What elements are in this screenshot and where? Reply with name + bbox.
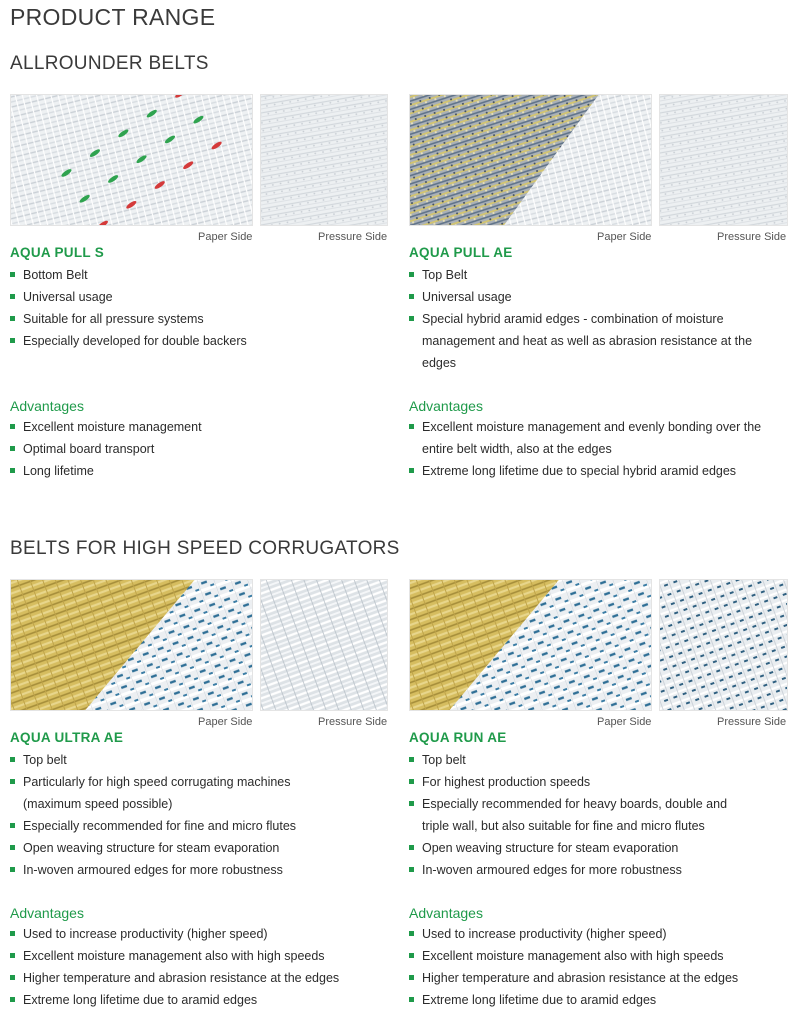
product-name: AQUA PULL S: [10, 245, 105, 260]
advantages-title: Advantages: [409, 398, 483, 414]
advantages-title: Advantages: [10, 398, 84, 414]
paper-side-swatch-aqua-pull-ae: [409, 94, 652, 226]
pressure-side-swatch-aqua-ultra-ae: [260, 579, 388, 711]
pressure-side-label: Pressure Side: [318, 716, 388, 728]
section-title-high-speed: BELTS FOR HIGH SPEED CORRUGATORS: [10, 538, 400, 559]
list-item: Especially recommended for fine and micro flutes: [10, 815, 350, 837]
list-item: Extreme long lifetime due to special hybrid aramid edges: [409, 460, 769, 482]
list-item: Especially developed for double backers: [10, 330, 390, 352]
paper-side-label: Paper Side: [198, 716, 253, 728]
list-item: Optimal board transport: [10, 438, 390, 460]
list-item: Excellent moisture management: [10, 416, 390, 438]
advantages-aqua-run-ae: [409, 905, 789, 1011]
list-item: Excellent moisture management and evenly bonding over the entire belt width, also at the edges: [409, 416, 769, 460]
advantages-aqua-ultra-ae: [10, 905, 390, 1011]
list-item: Especially recommended for heavy boards, double and triple wall, but also suitable for fine and micro flutes: [409, 793, 754, 837]
advantages-list: [10, 416, 390, 482]
product-aqua-pull-s: [10, 245, 390, 352]
pressure-side-swatch-aqua-pull-ae: [659, 94, 788, 226]
pressure-side-label: Pressure Side: [717, 716, 787, 728]
advantages-list: [409, 923, 789, 1011]
paper-side-label: Paper Side: [198, 231, 253, 243]
list-item: Excellent moisture management also with high speeds: [10, 945, 390, 967]
paper-side-swatch-aqua-ultra-ae: [10, 579, 253, 711]
list-item: Open weaving structure for steam evaporation: [10, 837, 350, 859]
paper-side-swatch-aqua-run-ae: [409, 579, 652, 711]
list-item: Suitable for all pressure systems: [10, 308, 390, 330]
list-item: Universal usage: [409, 286, 759, 308]
product-aqua-ultra-ae: [10, 730, 350, 881]
pressure-side-swatch-aqua-pull-s: [260, 94, 388, 226]
advantages-list: [409, 416, 769, 482]
list-item: Universal usage: [10, 286, 390, 308]
list-item: In-woven armoured edges for more robustness: [10, 859, 350, 881]
list-item: For highest production speeds: [409, 771, 754, 793]
product-name: AQUA ULTRA AE: [10, 730, 124, 745]
feature-list: [409, 749, 754, 881]
list-item: Extreme long lifetime due to aramid edges: [409, 989, 789, 1011]
advantages-title: Advantages: [10, 905, 84, 921]
product-aqua-run-ae: [409, 730, 754, 881]
list-item: Top belt: [409, 749, 754, 771]
pressure-side-label: Pressure Side: [318, 231, 388, 243]
section-title-allrounder: ALLROUNDER BELTS: [10, 53, 209, 74]
list-item: Long lifetime: [10, 460, 390, 482]
list-item: In-woven armoured edges for more robustness: [409, 859, 754, 881]
pressure-side-label: Pressure Side: [717, 231, 787, 243]
paper-side-swatch-aqua-pull-s: [10, 94, 253, 226]
advantages-aqua-pull-s: [10, 398, 390, 482]
paper-side-label: Paper Side: [597, 716, 652, 728]
feature-list: [10, 749, 350, 881]
list-item: Special hybrid aramid edges - combination of moisture management and heat as well as abrasion resistance at the edges: [409, 308, 759, 374]
product-aqua-pull-ae: [409, 245, 759, 374]
pressure-side-swatch-aqua-run-ae: [659, 579, 788, 711]
product-name: AQUA RUN AE: [409, 730, 507, 745]
list-item: Extreme long lifetime due to aramid edges: [10, 989, 390, 1011]
list-item: Higher temperature and abrasion resistance at the edges: [10, 967, 390, 989]
page-title: PRODUCT RANGE: [10, 4, 216, 30]
advantages-list: [10, 923, 390, 1011]
list-item: Bottom Belt: [10, 264, 390, 286]
list-item: Used to increase productivity (higher speed): [409, 923, 789, 945]
paper-side-label: Paper Side: [597, 231, 652, 243]
list-item: Particularly for high speed corrugating machines (maximum speed possible): [10, 771, 350, 815]
list-item: Used to increase productivity (higher speed): [10, 923, 390, 945]
list-item: Top belt: [10, 749, 350, 771]
list-item: Higher temperature and abrasion resistance at the edges: [409, 967, 789, 989]
product-name: AQUA PULL AE: [409, 245, 513, 260]
feature-list: [10, 264, 390, 352]
feature-list: [409, 264, 759, 374]
advantages-aqua-pull-ae: [409, 398, 769, 482]
advantages-title: Advantages: [409, 905, 483, 921]
list-item: Top Belt: [409, 264, 759, 286]
list-item: Open weaving structure for steam evaporation: [409, 837, 754, 859]
list-item: Excellent moisture management also with high speeds: [409, 945, 789, 967]
